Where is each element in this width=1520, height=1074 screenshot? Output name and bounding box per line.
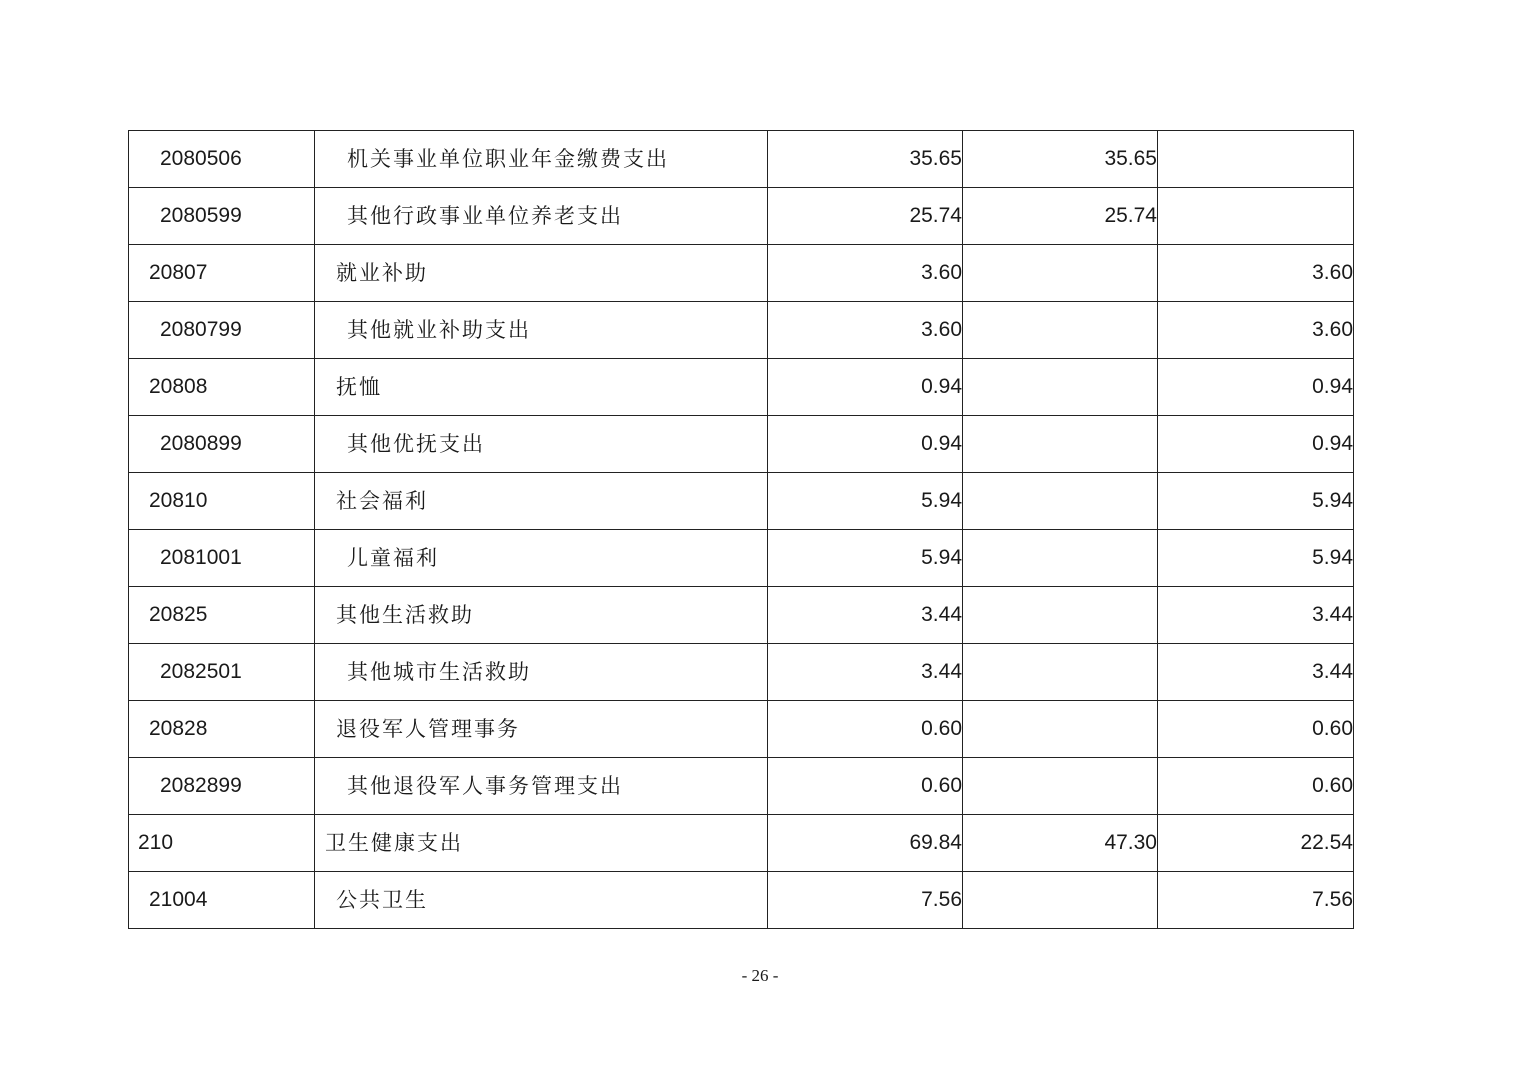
basic-expenditure-cell: 35.65: [963, 131, 1158, 188]
total-amount-cell: 3.44: [768, 587, 963, 644]
basic-expenditure-cell: [963, 473, 1158, 530]
table-row: [129, 302, 1354, 359]
basic-expenditure-cell: 47.30: [963, 815, 1158, 872]
subject-code-cell: 20810: [129, 473, 315, 530]
project-expenditure-cell: [1158, 188, 1354, 245]
subject-name-cell: 儿童福利: [315, 530, 768, 587]
basic-expenditure-cell: 25.74: [963, 188, 1158, 245]
basic-expenditure-cell: [963, 416, 1158, 473]
table-row: [129, 131, 1354, 188]
basic-expenditure-cell: [963, 644, 1158, 701]
subject-name-cell: 抚恤: [315, 359, 768, 416]
project-expenditure-cell: 3.60: [1158, 245, 1354, 302]
table-row: [129, 872, 1354, 929]
subject-name-cell: 其他优抚支出: [315, 416, 768, 473]
basic-expenditure-cell: [963, 587, 1158, 644]
subject-code-cell: 2082899: [129, 758, 315, 815]
basic-expenditure-cell: [963, 359, 1158, 416]
subject-code-cell: 20828: [129, 701, 315, 758]
total-amount-cell: 3.60: [768, 302, 963, 359]
subject-code-cell: 20807: [129, 245, 315, 302]
subject-code-cell: 2082501: [129, 644, 315, 701]
subject-name-cell: 其他退役军人事务管理支出: [315, 758, 768, 815]
subject-code-cell: 2080599: [129, 188, 315, 245]
table-body: [129, 131, 1354, 929]
subject-code-cell: 210: [129, 815, 315, 872]
subject-code-cell: 2080899: [129, 416, 315, 473]
project-expenditure-cell: 3.44: [1158, 644, 1354, 701]
basic-expenditure-cell: [963, 758, 1158, 815]
subject-name-cell: 其他行政事业单位养老支出: [315, 188, 768, 245]
table-row: [129, 701, 1354, 758]
basic-expenditure-cell: [963, 530, 1158, 587]
total-amount-cell: 0.94: [768, 416, 963, 473]
project-expenditure-cell: 3.44: [1158, 587, 1354, 644]
project-expenditure-cell: 3.60: [1158, 302, 1354, 359]
project-expenditure-cell: 22.54: [1158, 815, 1354, 872]
expenditure-table: [128, 130, 1354, 929]
total-amount-cell: 0.60: [768, 758, 963, 815]
total-amount-cell: 3.60: [768, 245, 963, 302]
table-row: [129, 587, 1354, 644]
subject-code-cell: 2080799: [129, 302, 315, 359]
subject-name-cell: 其他城市生活救助: [315, 644, 768, 701]
project-expenditure-cell: 0.94: [1158, 359, 1354, 416]
total-amount-cell: 0.94: [768, 359, 963, 416]
page-number: - 26 -: [741, 966, 779, 985]
subject-code-cell: 20808: [129, 359, 315, 416]
subject-name-cell: 就业补助: [315, 245, 768, 302]
total-amount-cell: 5.94: [768, 473, 963, 530]
project-expenditure-cell: 0.60: [1158, 701, 1354, 758]
total-amount-cell: 3.44: [768, 644, 963, 701]
table-row: [129, 245, 1354, 302]
total-amount-cell: 7.56: [768, 872, 963, 929]
subject-name-cell: 其他生活救助: [315, 587, 768, 644]
total-amount-cell: 0.60: [768, 701, 963, 758]
basic-expenditure-cell: [963, 872, 1158, 929]
subject-code-cell: 2081001: [129, 530, 315, 587]
project-expenditure-cell: [1158, 131, 1354, 188]
project-expenditure-cell: 7.56: [1158, 872, 1354, 929]
subject-code-cell: 21004: [129, 872, 315, 929]
table-row: [129, 530, 1354, 587]
table-row: [129, 416, 1354, 473]
basic-expenditure-cell: [963, 701, 1158, 758]
table-row: [129, 815, 1354, 872]
project-expenditure-cell: 5.94: [1158, 530, 1354, 587]
subject-name-cell: 公共卫生: [315, 872, 768, 929]
basic-expenditure-cell: [963, 302, 1158, 359]
total-amount-cell: 25.74: [768, 188, 963, 245]
subject-name-cell: 卫生健康支出: [315, 815, 768, 872]
total-amount-cell: 35.65: [768, 131, 963, 188]
table-row: [129, 188, 1354, 245]
subject-name-cell: 其他就业补助支出: [315, 302, 768, 359]
table-row: [129, 473, 1354, 530]
subject-code-cell: 2080506: [129, 131, 315, 188]
table-row: [129, 644, 1354, 701]
table-row: [129, 758, 1354, 815]
table-row: [129, 359, 1354, 416]
subject-code-cell: 20825: [129, 587, 315, 644]
basic-expenditure-cell: [963, 245, 1158, 302]
subject-name-cell: 机关事业单位职业年金缴费支出: [315, 131, 768, 188]
total-amount-cell: 69.84: [768, 815, 963, 872]
total-amount-cell: 5.94: [768, 530, 963, 587]
subject-name-cell: 退役军人管理事务: [315, 701, 768, 758]
subject-name-cell: 社会福利: [315, 473, 768, 530]
project-expenditure-cell: 5.94: [1158, 473, 1354, 530]
project-expenditure-cell: 0.60: [1158, 758, 1354, 815]
project-expenditure-cell: 0.94: [1158, 416, 1354, 473]
